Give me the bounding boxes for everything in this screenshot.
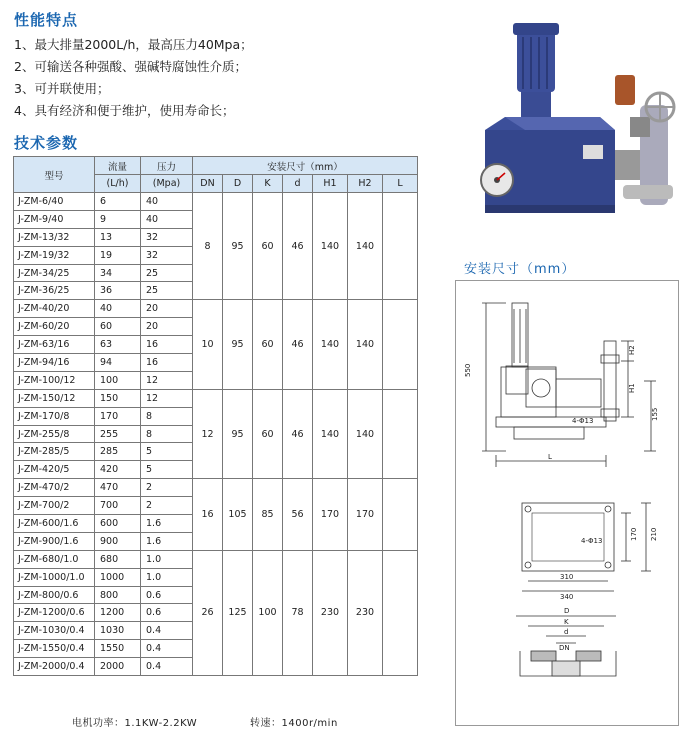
cell-pressure: 1.6 [141,515,193,533]
cell-install-h2: 140 [348,193,383,300]
cell-model: J-ZM-19/32 [14,246,95,264]
header-dn: DN [193,175,223,193]
cell-pressure: 12 [141,371,193,389]
cell-pressure: 25 [141,282,193,300]
cell-flow: 700 [95,497,141,515]
dim-310: 310 [560,573,574,581]
cell-flow: 900 [95,532,141,550]
cell-install-d: 95 [223,300,253,389]
header-d-small: d [283,175,313,193]
cell-pressure: 0.4 [141,640,193,658]
cell-install-d: 95 [223,389,253,478]
cell-pressure: 32 [141,246,193,264]
cell-install-d: 46 [283,193,313,300]
cell-model: J-ZM-36/25 [14,282,95,300]
cell-model: J-ZM-100/12 [14,371,95,389]
cell-flow: 6 [95,193,141,211]
cell-flow: 600 [95,515,141,533]
header-model: 型号 [14,157,95,193]
cell-flow: 19 [95,246,141,264]
cell-install-k: 100 [253,550,283,675]
cell-model: J-ZM-1030/0.4 [14,622,95,640]
cell-install-k: 85 [253,479,283,551]
cell-install-h1: 140 [313,193,348,300]
cell-install-d: 105 [223,479,253,551]
cell-install-d: 78 [283,550,313,675]
cell-install-l [383,479,418,551]
cell-model: J-ZM-800/0.6 [14,586,95,604]
header-h1: H1 [313,175,348,193]
cell-flow: 420 [95,461,141,479]
dim-l: L [548,453,552,461]
header-flow-unit: (L/h) [95,175,141,193]
cell-model: J-ZM-63/16 [14,336,95,354]
cell-model: J-ZM-13/32 [14,228,95,246]
cell-pressure: 1.0 [141,568,193,586]
cell-flow: 34 [95,264,141,282]
cell-pressure: 1.0 [141,550,193,568]
cell-install-dn: 8 [193,193,223,300]
cell-model: J-ZM-1200/0.6 [14,604,95,622]
header-h2: H2 [348,175,383,193]
cell-pressure: 1.6 [141,532,193,550]
cell-model: J-ZM-600/1.6 [14,515,95,533]
cell-install-d: 125 [223,550,253,675]
cell-flow: 2000 [95,658,141,676]
cell-install-d: 46 [283,389,313,478]
cell-install-k: 60 [253,389,283,478]
cell-flow: 1200 [95,604,141,622]
install-drawing [455,280,679,726]
cell-flow: 1030 [95,622,141,640]
cell-flow: 40 [95,300,141,318]
cell-install-h2: 230 [348,550,383,675]
dim-340: 340 [560,593,574,601]
cell-pressure: 32 [141,228,193,246]
header-pressure-unit: (Mpa) [141,175,193,193]
motor-power: 电机功率：1.1KW-2.2KW [72,718,198,729]
cell-model: J-ZM-34/25 [14,264,95,282]
cell-pressure: 40 [141,193,193,211]
header-install: 安装尺寸（mm） [193,157,418,175]
cell-model: J-ZM-470/2 [14,479,95,497]
cell-flow: 1000 [95,568,141,586]
cell-flow: 36 [95,282,141,300]
table-row [14,550,418,568]
feature-item: 1、最大排量2000L/h，最高压力40Mpa； [14,37,253,52]
cell-model: J-ZM-680/1.0 [14,550,95,568]
cell-install-dn: 10 [193,300,223,389]
cell-pressure: 5 [141,443,193,461]
cell-install-l [383,550,418,675]
cell-flow: 150 [95,389,141,407]
cell-install-k: 60 [253,193,283,300]
cell-flow: 285 [95,443,141,461]
dim-170: 170 [630,527,638,541]
cell-install-h2: 140 [348,389,383,478]
cell-model: J-ZM-1550/0.4 [14,640,95,658]
cell-pressure: 0.4 [141,658,193,676]
cell-pressure: 0.4 [141,622,193,640]
cell-install-dn: 16 [193,479,223,551]
bolt-label-1: 4-Φ13 [572,417,594,425]
cell-model: J-ZM-9/40 [14,210,95,228]
cell-model: J-ZM-2000/0.4 [14,658,95,676]
dim-h2: H2 [628,345,636,355]
cell-pressure: 20 [141,300,193,318]
cell-install-d: 46 [283,300,313,389]
cell-install-h1: 170 [313,479,348,551]
cell-model: J-ZM-40/20 [14,300,95,318]
cell-install-h1: 140 [313,389,348,478]
header-k: K [253,175,283,193]
header-d-big: D [223,175,253,193]
cell-install-l [383,193,418,300]
cell-pressure: 2 [141,479,193,497]
cell-install-h1: 140 [313,300,348,389]
flange-d-small: d [564,628,569,636]
cell-pressure: 12 [141,389,193,407]
table-row [14,479,418,497]
dim-550: 550 [464,363,472,377]
cell-model: J-ZM-700/2 [14,497,95,515]
dim-155: 155 [651,407,659,421]
cell-install-dn: 26 [193,550,223,675]
cell-pressure: 16 [141,354,193,372]
cell-flow: 470 [95,479,141,497]
cell-flow: 9 [95,210,141,228]
cell-model: J-ZM-150/12 [14,389,95,407]
cell-pressure: 0.6 [141,586,193,604]
cell-install-h2: 140 [348,300,383,389]
table-row [14,300,418,318]
cell-install-d: 95 [223,193,253,300]
cell-pressure: 8 [141,407,193,425]
cell-pressure: 40 [141,210,193,228]
cell-flow: 1550 [95,640,141,658]
cell-install-l [383,389,418,478]
table-row [14,389,418,407]
cell-install-dn: 12 [193,389,223,478]
feature-item: 2、可输送各种强酸、强碱特腐蚀性介质； [14,59,247,74]
dim-h1: H1 [628,383,636,393]
cell-flow: 60 [95,318,141,336]
table-row [14,193,418,211]
cell-flow: 13 [95,228,141,246]
bolt-label-2: 4-Φ13 [581,537,603,545]
cell-model: J-ZM-255/8 [14,425,95,443]
cell-flow: 255 [95,425,141,443]
cell-model: J-ZM-1000/1.0 [14,568,95,586]
cell-pressure: 2 [141,497,193,515]
cell-install-l [383,300,418,389]
specs-title: 技术参数 [14,134,79,152]
cell-flow: 63 [95,336,141,354]
cell-pressure: 8 [141,425,193,443]
dim-210: 210 [650,527,658,541]
cell-model: J-ZM-900/1.6 [14,532,95,550]
pump-photo [465,5,690,220]
feature-item: 3、可并联使用； [14,81,110,96]
cell-model: J-ZM-170/8 [14,407,95,425]
flange-dn: DN [559,644,570,652]
cell-model: J-ZM-285/5 [14,443,95,461]
flange-k: K [564,618,569,626]
cell-model: J-ZM-60/20 [14,318,95,336]
motor-speed: 转速：1400r/min [250,718,338,729]
spec-table [13,156,418,676]
cell-model: J-ZM-420/5 [14,461,95,479]
cell-pressure: 5 [141,461,193,479]
cell-model: J-ZM-94/16 [14,354,95,372]
cell-install-k: 60 [253,300,283,389]
feature-item: 4、具有经济和便于维护，使用寿命长； [14,103,235,118]
cell-flow: 100 [95,371,141,389]
header-l: L [383,175,418,193]
cell-flow: 170 [95,407,141,425]
cell-install-h1: 230 [313,550,348,675]
cell-pressure: 0.6 [141,604,193,622]
flange-d-big: D [564,607,570,615]
cell-flow: 800 [95,586,141,604]
cell-install-d: 56 [283,479,313,551]
cell-pressure: 20 [141,318,193,336]
features-title: 性能特点 [14,11,79,29]
cell-pressure: 16 [141,336,193,354]
features-list [14,34,253,122]
drawing-title: 安装尺寸（mm） [464,262,576,277]
header-pressure: 压力 [141,157,193,175]
cell-model: J-ZM-6/40 [14,193,95,211]
header-flow: 流量 [95,157,141,175]
cell-install-h2: 170 [348,479,383,551]
cell-pressure: 25 [141,264,193,282]
cell-flow: 94 [95,354,141,372]
cell-flow: 680 [95,550,141,568]
